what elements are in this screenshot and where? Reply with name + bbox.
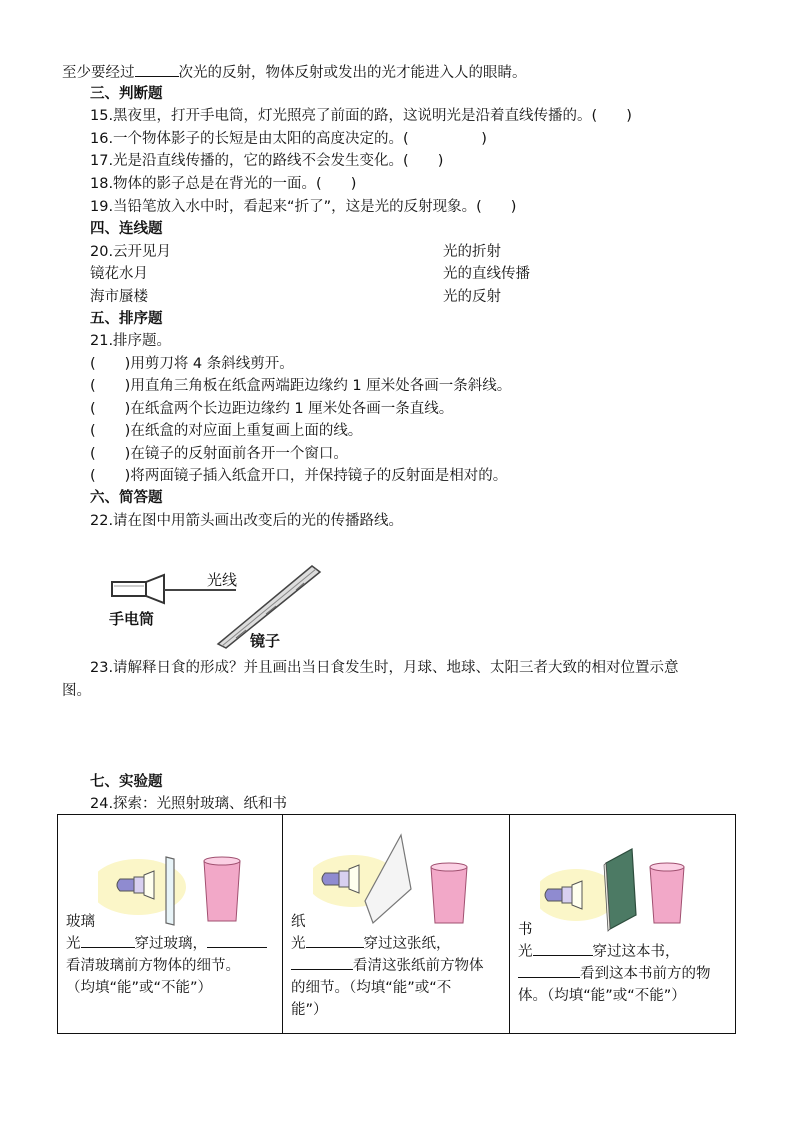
sort-item: ( )在镜子的反射面前各开一个窗口。 xyxy=(90,446,348,462)
paper-line4: 能”） xyxy=(291,1002,328,1018)
question-16: 16.一个物体影子的长短是由太阳的高度决定的。( ) xyxy=(90,131,487,147)
section-title: 四、连线题 xyxy=(90,221,163,237)
paper-line3: 的细节。（均填“能”或“不 xyxy=(291,980,452,996)
paper-line1: 光 穿过这张纸， xyxy=(291,933,507,955)
section-title: 五、排序题 xyxy=(90,311,163,327)
question-24: 24.探索：光照射玻璃、纸和书 xyxy=(90,796,288,812)
question-19: 19.当铅笔放入水中时，看起来“折了”，这是光的反射现象。( ) xyxy=(90,199,517,215)
glass-line1: 光 穿过玻璃， xyxy=(66,933,280,955)
glass-name: 玻璃 xyxy=(66,914,95,930)
section-title: 六、简答题 xyxy=(90,490,163,506)
book xyxy=(606,849,636,929)
answer-blank[interactable] xyxy=(207,933,267,948)
question-21: 21.排序题。 xyxy=(90,333,172,349)
question-22: 22.请在图中用箭头画出改变后的光的传播路线。 xyxy=(90,513,404,529)
question-23: 23.请解释日食的形成？并且画出当日食发生时，月球、地球、太阳三者大致的相对位置示意 xyxy=(90,660,679,676)
cup-icon xyxy=(650,863,684,923)
question-text: 次光的反射，物体反射或发出的光才能进入人的眼睛。 xyxy=(178,65,527,81)
question-15: 15.黑夜里，打开手电筒，灯光照亮了前面的路，这说明光是沿着直线传播的。( ) xyxy=(90,108,632,124)
answer-blank[interactable] xyxy=(81,933,135,948)
book-line2: 看到这本书前方的物 xyxy=(518,963,738,985)
answer-blank[interactable] xyxy=(291,955,353,970)
experiment-cell-paper xyxy=(283,815,510,1034)
experiment-cell-glass xyxy=(58,815,283,1034)
match-left-item: 20.云开见月 xyxy=(90,244,172,260)
section-title: 七、实验题 xyxy=(90,774,163,790)
continued-question xyxy=(62,62,527,83)
match-left-item: 镜花水月 xyxy=(90,266,148,282)
match-right-item: 光的反射 xyxy=(443,289,501,305)
sort-item: ( )在纸盒的对应面上重复画上面的线。 xyxy=(90,423,363,439)
book-line3: 体。（均填“能”或“不能”） xyxy=(518,988,686,1004)
match-right-item: 光的折射 xyxy=(443,244,501,260)
flashlight-mirror-figure xyxy=(106,560,346,655)
question-18: 18.物体的影子总是在背光的一面。( ) xyxy=(90,176,357,192)
answer-blank[interactable] xyxy=(135,62,179,77)
sort-item: ( )用直角三角板在纸盒两端距边缘约 1 厘米处各画一条斜线。 xyxy=(90,378,512,394)
glass-line2: 看清玻璃前方物体的细节。 xyxy=(66,958,240,974)
experiment-table xyxy=(57,814,736,1034)
sort-item: ( )用剪刀将 4 条斜线剪开。 xyxy=(90,356,294,372)
ray-label: 光线 xyxy=(207,571,238,589)
torch-label: 手电筒 xyxy=(109,610,155,628)
paper-name: 纸 xyxy=(291,914,306,930)
book-name: 书 xyxy=(518,922,533,938)
answer-blank[interactable] xyxy=(533,941,593,956)
section-title: 三、判断题 xyxy=(90,86,163,102)
book-text xyxy=(518,919,738,1007)
experiment-cell-book xyxy=(510,815,736,1034)
glass-line3: （均填“能”或“不能”） xyxy=(66,980,213,996)
paper-line2: 看清这张纸前方物体 xyxy=(291,955,507,977)
answer-blank[interactable] xyxy=(306,933,364,948)
book-line1: 光 穿过这本书， xyxy=(518,941,738,963)
answer-blank[interactable] xyxy=(518,963,580,978)
flashlight-icon xyxy=(112,575,164,603)
glass-text xyxy=(66,911,280,999)
sort-item: ( )将两面镜子插入纸盒开口，并保持镜子的反射面是相对的。 xyxy=(90,468,508,484)
match-right-item: 光的直线传播 xyxy=(443,266,530,282)
question-17: 17.光是沿直线传播的，它的路线不会发生变化。( ) xyxy=(90,153,444,169)
question-text: 至少要经过 xyxy=(62,65,135,81)
mirror-label: 镜子 xyxy=(250,632,281,650)
sort-item: ( )在纸盒两个长边距边缘约 1 厘米处各画一条直线。 xyxy=(90,401,454,417)
question-23-cont: 图。 xyxy=(62,683,91,699)
paper-text xyxy=(291,911,507,1021)
match-left-item: 海市蜃楼 xyxy=(90,289,148,305)
